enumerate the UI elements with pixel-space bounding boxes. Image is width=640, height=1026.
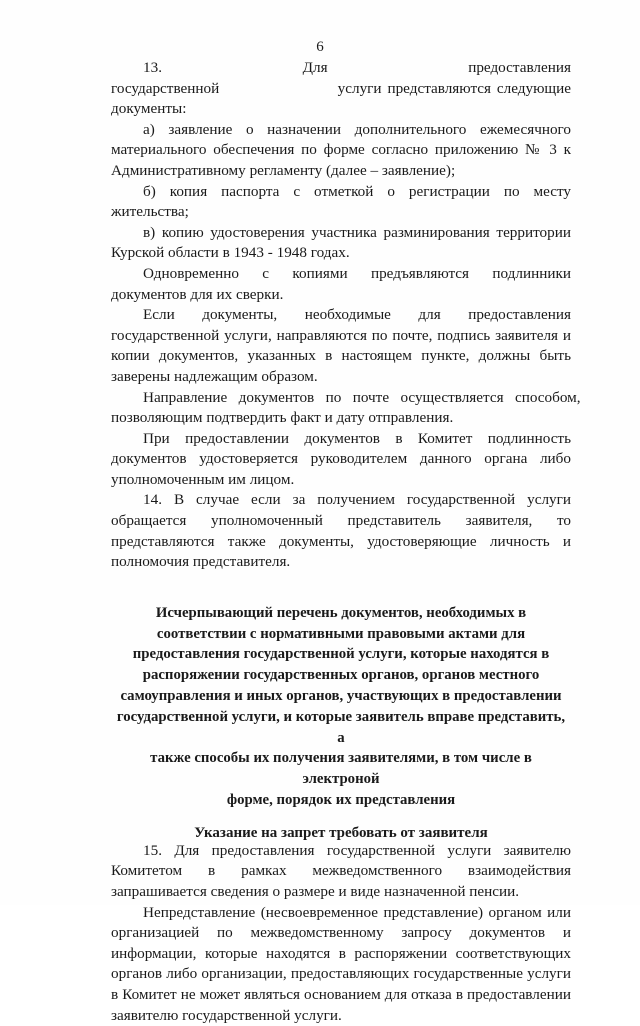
paragraph-postal-method: Направление документов по почте осуществляется способом, позволяющим подтвердить факт и дату отправления. xyxy=(111,388,581,427)
paragraph-13-intro: 13. Для предоставления государственной услуги представляются следующие документы: xyxy=(111,59,571,118)
paragraph-item-a: а) заявление о назначении дополнительного ежемесячного материального обеспечения по форме согласно приложению № 3 к Административному регламенту (далее – заявление); xyxy=(111,120,571,179)
paragraph-non-submission: Непредставление (несвоевременное представление) органом или организацией по межведомственному запросу документов и информации, которые находятся в распоряжении соответствующих органов либо организации, предоставляющих государственные услуги в Комитет не может являться основанием для отказа в предоставлении заявителю государственной услуги. xyxy=(111,903,571,1024)
section-heading-prohibition: Указание на запрет требовать от заявителя xyxy=(194,825,488,841)
section-heading-line: государственной услуги, и которые заявитель вправе представить, а xyxy=(116,708,566,746)
section-heading xyxy=(111,603,571,811)
paragraph-postal: Если документы, необходимые для предоставления государственной услуги, направляются по почте, подпись заявителя и копии документов, указанных в настоящем пункте, должны быть заверены надлежащим образом. xyxy=(111,306,571,385)
section-heading-line: распоряжении государственных органов, органов местного xyxy=(142,667,540,684)
paragraph-certification: При предоставлении документов в Комитет подлинность документов удостоверяется руководителем данного органа либо уполномоченным им лицом. xyxy=(111,429,571,488)
section-heading-line: Исчерпывающий перечень документов, необходимых в xyxy=(155,604,527,621)
paragraph-item-b: б) копия паспорта с отметкой о регистрации по месту жительства; xyxy=(111,182,571,221)
paragraph-item-c: в) копию удостоверения участника разминирования территории Курской области в 1943 - 1948 годах. xyxy=(111,223,571,262)
paragraph-15: 15. Для предоставления государственной услуги заявителю Комитетом в рамках межведомственного взаимодействия запрашивается сведения о размере и виде назначенной пенсии. xyxy=(111,841,571,900)
document-body xyxy=(111,58,581,1026)
paragraph-14: 14. В случае если за получением государственной услуги обращается уполномоченный представитель заявителя, то представляются также документы, удостоверяющие личность и полномочия представителя. xyxy=(111,491,571,571)
section-heading-line: предоставления государственной услуги, которые находятся в xyxy=(132,646,550,663)
section-heading-line: также способы их получения заявителями, в том числе в электроной xyxy=(150,750,532,788)
section-heading-line: самоуправления и иных органов, участвующих в предоставлении xyxy=(120,688,562,705)
section-heading-line: форме, порядок их представления xyxy=(226,792,456,809)
paragraph-originals: Одновременно с копиями предъявляются подлинники документов для их сверки. xyxy=(111,264,571,303)
page-number: 6 xyxy=(316,39,324,55)
spacer xyxy=(111,573,571,603)
section-heading-line: соответствии с нормативными правовыми актами для xyxy=(156,625,526,642)
